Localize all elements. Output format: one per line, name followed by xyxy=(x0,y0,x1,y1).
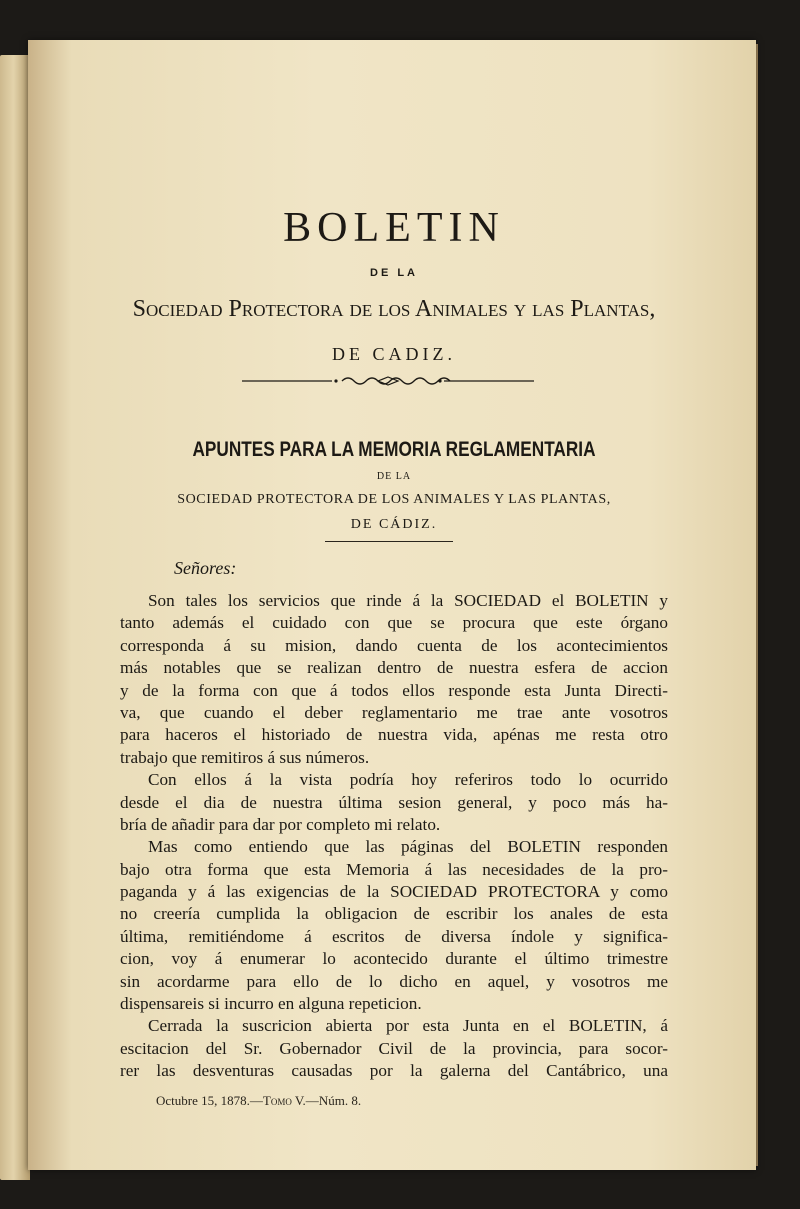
body-line: trabajo que remitiros á sus números. xyxy=(120,747,370,767)
body-text xyxy=(120,590,668,1083)
footer-date: Octubre 15, 1878.— xyxy=(156,1093,263,1108)
body-line: más notables que se realizan dentro de nuestra esfera de accion xyxy=(120,658,668,678)
body-line: paganda y á las exigencias de la SOCIEDAD PROTECTORA y como xyxy=(120,882,668,902)
book-page xyxy=(28,40,756,1170)
masthead-title: BOLETIN xyxy=(283,205,505,251)
divider-rule xyxy=(325,541,453,542)
body-line: y de la forma con que á todos ellos responde esta Junta Directi- xyxy=(120,680,668,700)
article-de-la: DE LA xyxy=(376,471,412,482)
body-line: bría de añadir para dar por completo mi relato. xyxy=(120,814,441,834)
article-city: DE CÁDIZ. xyxy=(350,517,438,532)
masthead-society: Sociedad Protectora de los Animales y las Plantas, xyxy=(132,296,656,322)
ornament-divider xyxy=(242,374,534,388)
body-line: Mas como entiendo que las páginas del BOLETIN responden xyxy=(148,837,668,857)
body-line: tanto además el cuidado con que se procura que este órgano xyxy=(120,613,668,633)
footer-tomo-label: Tomo xyxy=(262,1093,292,1108)
previous-page-edge xyxy=(0,55,30,1180)
article-society: SOCIEDAD PROTECTORA DE LOS ANIMALES Y LAS PLANTAS, xyxy=(177,492,611,507)
body-line: última, remitiéndome á escritos de diversa índole y significa- xyxy=(120,926,668,946)
body-line: va, que cuando el deber reglamentario me trae ante vosotros xyxy=(120,702,668,722)
body-line: corresponda á su mision, dando cuenta de los acontecimientos xyxy=(120,635,668,655)
body-line: sin acordarme para ello de lo dicho en aquel, y vosotros me xyxy=(120,971,668,991)
footer-volume: V.— xyxy=(291,1093,319,1108)
body-line: rer las desventuras causadas por la galerna del Cantábrico, una xyxy=(120,1061,668,1081)
body-line: para haceros el historiado de nuestra vida, apénas me resta otro xyxy=(120,725,668,745)
footer-number: 8. xyxy=(348,1093,362,1108)
body-line: no creería cumplida la obligacion de escribir los anales de esta xyxy=(120,904,668,924)
body-line: desde el dia de nuestra última sesion general, y poco más ha- xyxy=(120,792,668,812)
body-line: escitacion del Sr. Gobernador Civil de la provincia, para socor- xyxy=(120,1038,668,1058)
body-line: bajo otra forma que esta Memoria á las necesidades de la pro- xyxy=(120,859,668,879)
body-line: Son tales los servicios que rinde á la SOCIEDAD el BOLETIN y xyxy=(148,591,668,610)
masthead-city: DE CADIZ. xyxy=(332,344,456,364)
article-heading: APUNTES PARA LA MEMORIA REGLAMENTARIA xyxy=(192,438,596,461)
page-footer xyxy=(156,1093,361,1109)
body-line: dispensareis si incurro en alguna repeticion. xyxy=(120,994,422,1014)
masthead-de-la: DE LA xyxy=(370,267,418,279)
body-line: cion, voy á enumerar lo acontecido durante el último trimestre xyxy=(120,949,668,969)
body-line: Cerrada la suscricion abierta por esta Junta en el BOLETIN, á xyxy=(148,1016,668,1036)
body-line: Con ellos á la vista podría hoy referiros todo lo ocurrido xyxy=(148,770,668,790)
greeting: Señores: xyxy=(174,558,237,578)
footer-num-label: Núm. xyxy=(318,1093,349,1108)
